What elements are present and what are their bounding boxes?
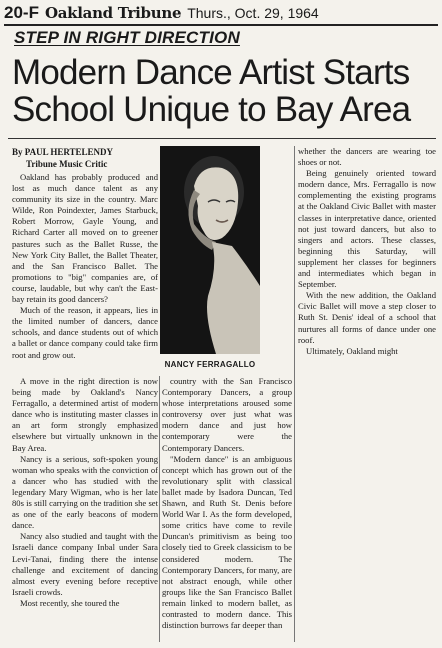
page-number: 20-F (4, 3, 39, 22)
column-divider (294, 146, 295, 642)
column-divider (159, 376, 160, 642)
page-header (4, 2, 438, 26)
column-1-top (12, 172, 158, 361)
photo-caption: NANCY FERRAGALLO (164, 360, 256, 369)
paragraph: Nancy also studied and taught with the Israeli dance company Inbal under Sara Levi-Tanai, finding there the intense challenge and excitement of dancing almost every evening before receptive Israeli crowds. (12, 531, 158, 597)
column-2 (162, 376, 292, 631)
paragraph: Nancy is a serious, soft-spoken young woman who speaks with the conviction of a dancer who has studied with the legendary Mary Wigman, who is her late 80s is still carrying on the tradition she set as one of the early beacons of modern dance. (12, 453, 158, 531)
issue-date: Thurs., Oct. 29, 1964 (187, 5, 319, 21)
byline-author: By PAUL HERTELENDY (12, 147, 114, 157)
headline-rule (8, 138, 436, 139)
column-1-bottom (12, 376, 158, 609)
paragraph: With the new addition, the Oakland Civic Ballet will move a step closer to Ruth St. Denis' ideal of a school that nurtures all forms of dance under one roof. (298, 290, 436, 345)
headline-line-2: School Unique to Bay Area (12, 90, 411, 129)
paragraph: Ultimately, Oakland might (306, 345, 398, 356)
paragraph: A move in the right direction is now being made by Oakland's Nancy Ferragallo, a determined artist of modern dance who is instituting master classes in an art form strongly emphasized elsewhere but virtually unknown in the Bay Area. (12, 376, 158, 453)
portrait-image (160, 146, 260, 354)
paragraph: Most recently, she toured the (20, 597, 120, 608)
paragraph: country with the San Francisco Contemporary Dancers, a group whose interpretations aroused some controversy over just what was modern dance and just how contemporary were the Contemporary Dancers. (162, 376, 292, 453)
main-headline (12, 54, 438, 128)
byline-title: Tribune Music Critic (26, 159, 108, 169)
portrait-photo (160, 146, 260, 354)
headline-line-1: Modern Dance Artist Starts (12, 53, 410, 92)
column-3 (298, 146, 436, 357)
paragraph: Oakland has probably produced and lost as much dance talent as any community its size in the country. Marc Wilde, Ron Poindexter, James Starbuck, Robert Morrow, Gayle Young, and Richard Carter all moved on to greener pastures such as the Ballet Russe, the New York City Ballet, the Ballet Theater, and the San Francisco Ballet. The promotions to "big" companies are, of course, laudable, but why can't the East-bay retain its good dancers? (12, 172, 158, 305)
kicker-headline: STEP IN RIGHT DIRECTION (14, 28, 240, 47)
paragraph: Much of the reason, it appears, lies in the limited number of dancers, dance schools, and dance students out of which a ballet or dance company could take firm root and grow out. (12, 305, 158, 360)
newspaper-name: Oakland Tribune (44, 4, 182, 22)
paragraph: whether the dancers are wearing toe shoes or not. (298, 146, 436, 168)
byline (12, 146, 158, 170)
paragraph: Being genuinely oriented toward modern dance, Mrs. Ferragallo is now complementing the existing programs at the Oakland Civic Ballet with master classes in interpretative dance, oriented not just toward dancers, but also to singers and actors. These classes, beginning this Saturday, will supplement her classes for beginners and intermediates which began in September. (298, 168, 436, 290)
paragraph: "Modern dance" is an ambiguous concept which has grown out of the revolutionary split with classical ballet made by Isadora Duncan, Ted Shawn, and Ruth St. Denis before World War I. As the form developed, some critics have come to revile Duncan's primitivism as being too closely tied to Greek classicism to be considered modern. The Contemporary Dancers, for many, are not abstract enough, while other groups like the San Francisco Ballet remain linked to modern ballet, as contrasted to modern dance. This distinction burrows far deeper than (162, 453, 292, 631)
